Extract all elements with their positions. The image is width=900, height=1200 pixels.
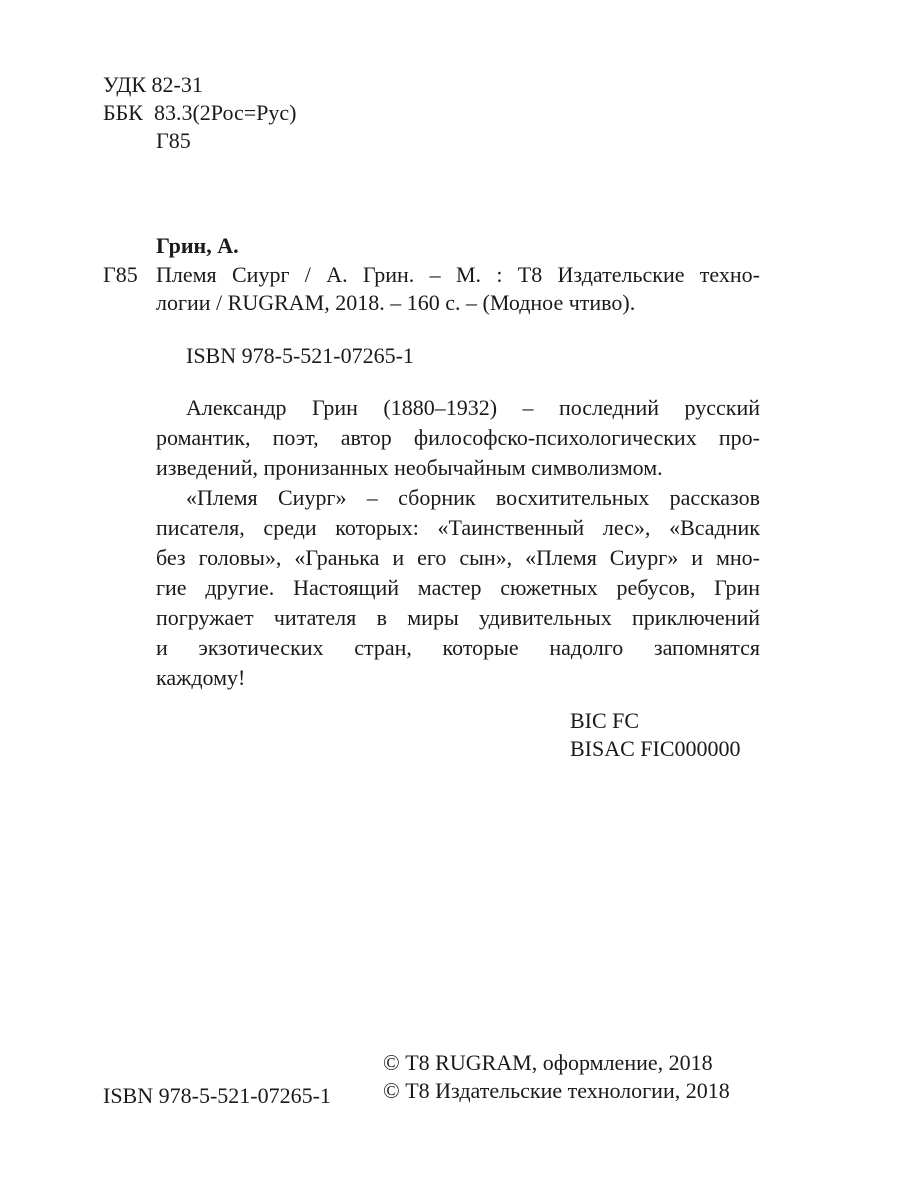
bbk-code: ББК 83.3(2Рос=Рус) <box>103 100 297 125</box>
annotation-line: и экзотических стран, которые надолго запомнятся <box>156 635 760 660</box>
record-author-mark: Г85 <box>103 262 138 287</box>
author-heading: Грин, А. <box>156 233 239 258</box>
footer-isbn: ISBN 978-5-521-07265-1 <box>103 1083 331 1108</box>
annotation-line: писателя, среди которых: «Таинственный лес», «Всадник <box>156 515 760 540</box>
copyright-design: © Т8 RUGRAM, оформление, 2018 <box>383 1050 713 1075</box>
record-isbn: ISBN 978-5-521-07265-1 <box>186 343 414 368</box>
annotation-paragraph-2 <box>156 483 760 693</box>
annotation-line: романтик, поэт, автор философско-психологических про- <box>156 425 760 450</box>
annotation-line: «Племя Сиург» – сборник восхитительных рассказов <box>186 485 760 510</box>
author-mark: Г85 <box>156 128 191 153</box>
annotation-line: каждому! <box>156 665 246 690</box>
copyright-publisher: © Т8 Издательские технологии, 2018 <box>383 1078 730 1103</box>
bisac-code: BISAC FIC000000 <box>570 736 741 761</box>
annotation-line: изведений, пронизанных необычайным символизмом. <box>156 455 663 480</box>
bic-code: BIC FC <box>570 708 640 733</box>
annotation-line: без головы», «Гранька и его сын», «Племя Сиург» и мно- <box>156 545 760 570</box>
udk-code: УДК 82-31 <box>103 72 203 97</box>
annotation-line: погружает читателя в миры удивительных приключений <box>156 605 760 630</box>
record-description-line-2: логии / RUGRAM, 2018. – 160 с. – (Модное чтиво). <box>156 290 636 315</box>
annotation-paragraph-1 <box>156 393 760 483</box>
record-description-line-1: Племя Сиург / А. Грин. – М. : Т8 Издательские техно- <box>156 262 760 287</box>
annotation-line: Александр Грин (1880–1932) – последний русский <box>186 395 760 420</box>
annotation-line: гие другие. Настоящий мастер сюжетных ребусов, Грин <box>156 575 760 600</box>
